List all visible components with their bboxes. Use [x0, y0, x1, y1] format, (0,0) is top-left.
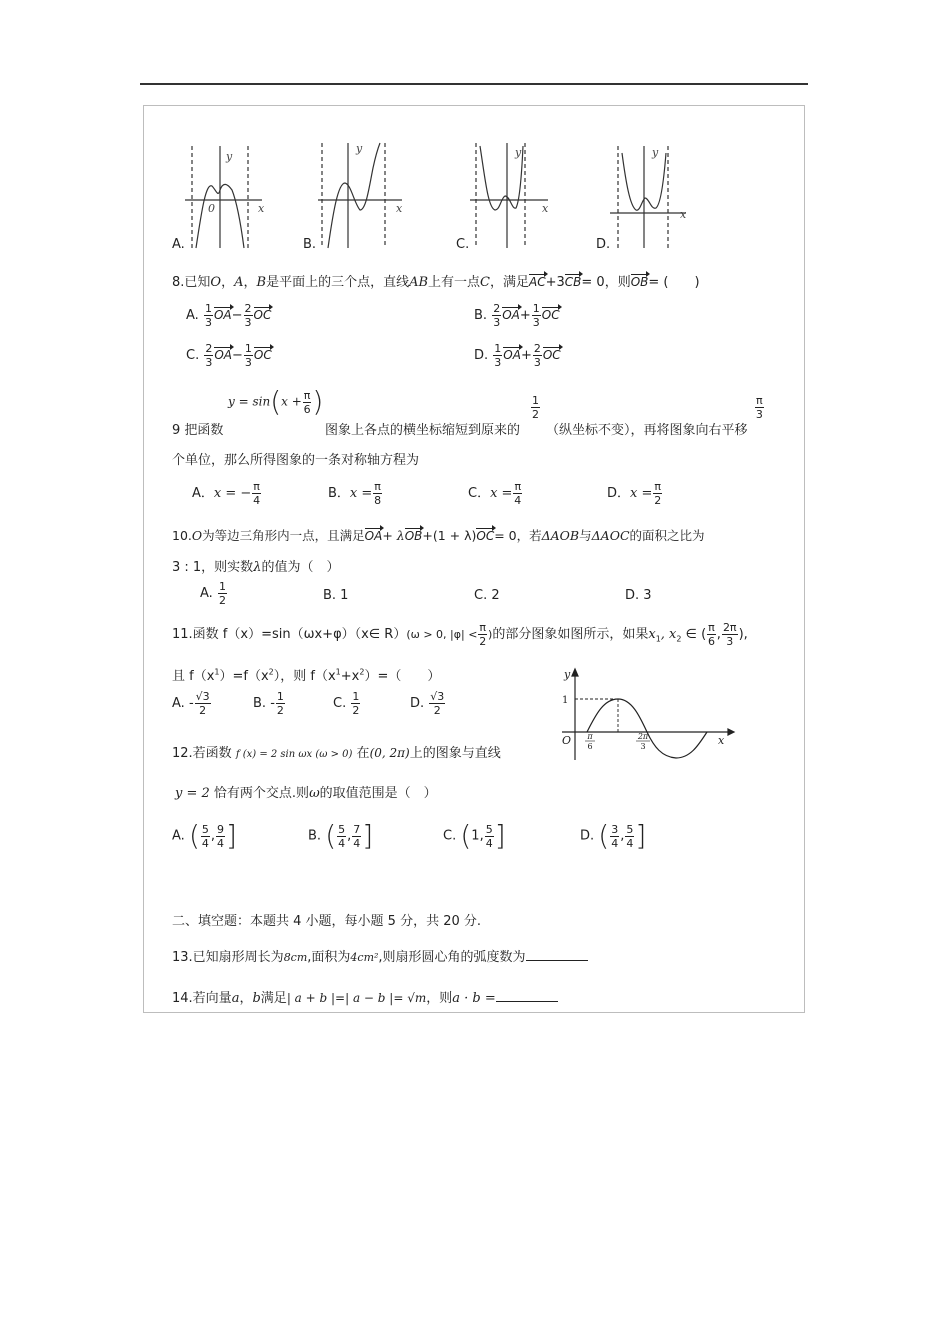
- q7-graphs: [170, 138, 770, 258]
- q11-tick1-num: π: [587, 732, 593, 741]
- q9-shift-fraction: $\frac{\pi}{3}$: [755, 394, 763, 421]
- q11-tick2-num: 2π: [637, 732, 649, 741]
- q10-option-a: A. $\frac{1}{2}$: [200, 580, 226, 607]
- q13-answer-blank[interactable]: [526, 948, 588, 961]
- q10-line2: 3 : 1，则实数λ的值为（ ）: [172, 560, 340, 575]
- q7-b-curve: [328, 143, 380, 248]
- q7-label-d: D.: [596, 237, 611, 252]
- q11-stem: 11.函数 f（x）=sin（ωx+φ）（x∈ R）(ω > 0, |φ| < $\frac{\pi}{2}$ )的部分图象如图所示，如果$x_1$, $x_2$ ∈ ( $\frac{\pi}{6}$ , $\frac{2\pi}{3}$ ),: [172, 621, 748, 648]
- q12-option-a: A. ( $\frac{5}{4}$ , $\frac{9}{4}$ ]: [172, 819, 237, 852]
- q8-option-b: B. $\frac{2}{3}$ OA+ $\frac{1}{3}$ OC: [474, 302, 560, 329]
- q7-label-a: A.: [172, 237, 185, 252]
- q9-option-c: C．x = $\frac{\pi}{4}$: [468, 480, 522, 507]
- q12-option-c: C. (1, $\frac{5}{4}$ ]: [443, 819, 506, 852]
- q9-option-a: A．x = − $\frac{\pi}{4}$: [192, 480, 261, 507]
- q12-option-b: B. ( $\frac{5}{4}$ , $\frac{7}{4}$ ]: [308, 819, 374, 852]
- q7-d-y-label: y: [652, 146, 659, 159]
- q11-origin-label: O: [562, 734, 572, 747]
- q14-answer-blank[interactable]: [496, 989, 558, 1002]
- q11-option-b: B. - $\frac{1}{2}$: [253, 690, 284, 717]
- q9-middle: 图象上各点的横坐标缩短到原来的: [325, 423, 521, 438]
- q7-a-origin: 0: [208, 202, 215, 215]
- q9-option-b: B．x = $\frac{\pi}{8}$: [328, 480, 382, 507]
- q11-line2: 且 $f(x^1)=f(x^2)$，则 $f(x^1+x^2)=$（ ）: [172, 667, 441, 684]
- q9-prefix: 9 把函数: [172, 423, 224, 438]
- q11-sine-curve: [587, 699, 707, 758]
- q7-a-y-label: y: [226, 150, 233, 163]
- q8-option-c: C. $\frac{2}{3}$ OA− $\frac{1}{3}$ OC: [186, 342, 272, 369]
- q7-label-b: B.: [303, 237, 317, 252]
- q11-x-arrow: [728, 729, 734, 735]
- q10-option-d: D. 3: [625, 588, 652, 603]
- q10-stem: 10.O为等边三角形内一点，且满足OA+ λOB+(1 + λ)OC= 0，若ΔAOB与ΔAOC的面积之比为: [172, 528, 705, 543]
- q7-c-x-label: x: [542, 202, 549, 215]
- q7-b-y-label: y: [356, 142, 363, 155]
- q7-a-x-label: x: [258, 202, 265, 215]
- q8-option-a: A. $\frac{1}{3}$ OA− $\frac{2}{3}$ OC: [186, 302, 272, 329]
- q7-b-x-label: x: [396, 202, 403, 215]
- q11-y-arrow: [572, 669, 578, 676]
- section-fill-in-heading: 二、填空题：本题共 4 小题，每小题 5 分，共 20 分.: [172, 914, 482, 929]
- q11-x-label: x: [718, 734, 725, 747]
- q8-option-d: D. $\frac{1}{3}$ OA+ $\frac{2}{3}$ OC: [474, 342, 561, 369]
- q9-option-d: D．x = $\frac{\pi}{2}$: [607, 480, 662, 507]
- q7-c-y-label: y: [515, 146, 522, 159]
- q9-half-fraction: $\frac{1}{2}$: [532, 394, 539, 421]
- q12-line2: y = 2 恰有两个交点.则ω的取值范围是（ ）: [175, 786, 437, 801]
- q14-stem: 14.若向量a，b满足| a + b |=| a − b |= √m，则a · b =: [172, 987, 558, 1006]
- q11-option-c: C. $\frac{1}{2}$: [333, 690, 360, 717]
- q9-function: y = sin(x + $\frac{\pi}{6}$ ): [228, 385, 324, 418]
- q9-line2: 个单位，那么所得图象的一条对称轴方程为: [172, 453, 420, 468]
- q11-y-label: y: [564, 668, 571, 681]
- q9-middle2: （纵坐标不变），再将图象向右平移: [546, 423, 748, 438]
- q8-stem: 8.已知O，A，B是平面上的三个点，直线AB上有一点C，满足AC+3CB= 0，则OB= ( ): [172, 275, 700, 290]
- q10-option-c: C. 2: [474, 588, 500, 603]
- q12-option-d: D. ( $\frac{3}{4}$ , $\frac{5}{4}$ ]: [580, 819, 647, 852]
- q7-label-c: C.: [456, 237, 470, 252]
- q11-graph: [550, 662, 740, 767]
- q11-option-d: D. $\frac{√3}{2}$: [410, 690, 445, 717]
- q7-d-x-label: x: [680, 208, 687, 221]
- header-rule: [140, 83, 808, 85]
- q11-one-label: 1: [562, 695, 569, 706]
- q11-tick1-den: 6: [587, 742, 593, 751]
- q12-stem: 12.若函数 f (x) = 2 sin ωx (ω > 0) 在(0, 2π)上的图象与直线: [172, 746, 501, 761]
- q11-option-a: A. - $\frac{√3}{2}$: [172, 690, 210, 717]
- q10-option-b: B. 1: [323, 588, 349, 603]
- q11-tick2-den: 3: [640, 742, 646, 751]
- q13-stem: 13.已知扇形周长为8cm,面积为4cm²,则扇形圆心角的弧度数为: [172, 946, 588, 965]
